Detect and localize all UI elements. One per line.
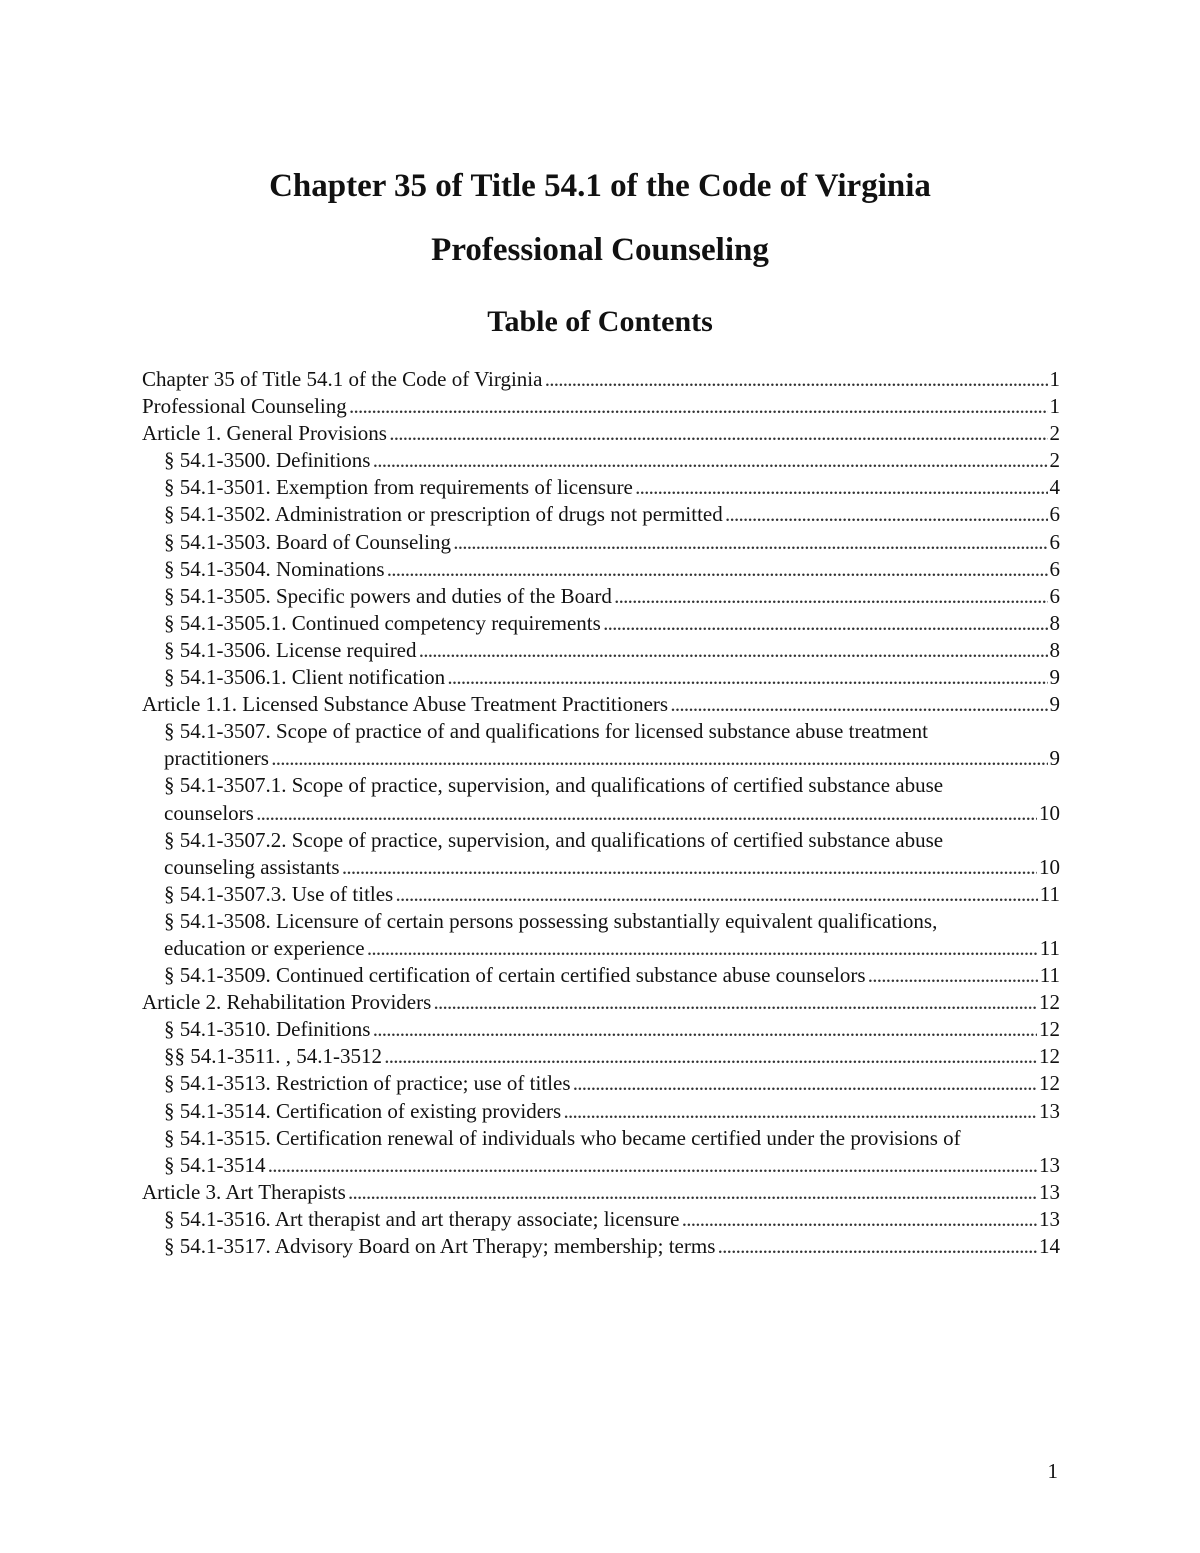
toc-entry[interactable]: § 54.1-3502. Administration or prescription of drugs not permitted . . . 6	[142, 501, 1060, 528]
toc-entry[interactable]: § 54.1-3508. Licensure of certain persons possessing substantially equivalent qualifications, education or experience . . . 11	[142, 908, 1060, 962]
toc-entry[interactable]: Article 3. Art Therapists . . . 13	[142, 1179, 1060, 1206]
toc-entry[interactable]: § 54.1-3507.1. Scope of practice, supervision, and qualifications of certified substance abuse counselors . . . 10	[142, 772, 1060, 826]
toc-entry[interactable]: Article 1. General Provisions . . . 2	[142, 420, 1060, 447]
toc-heading: Table of Contents	[487, 305, 713, 338]
document-subtitle: Professional Counseling	[431, 232, 769, 268]
toc-entry[interactable]: § 54.1-3507.2. Scope of practice, supervision, and qualifications of certified substance abuse counseling assistants . . . 10	[142, 827, 1060, 881]
table-of-contents	[142, 366, 1060, 1260]
toc-entry[interactable]: § 54.1-3503. Board of Counseling . . . 6	[142, 529, 1060, 556]
toc-entry[interactable]: § 54.1-3514. Certification of existing providers . . . 13	[142, 1098, 1060, 1125]
document-title: Chapter 35 of Title 54.1 of the Code of Virginia	[269, 168, 931, 204]
toc-entry[interactable]: Article 2. Rehabilitation Providers . . . 12	[142, 989, 1060, 1016]
toc-entry[interactable]: §§ 54.1-3511. , 54.1-3512 . . . 12	[142, 1043, 1060, 1070]
toc-entry[interactable]: Article 1.1. Licensed Substance Abuse Treatment Practitioners . . . 9	[142, 691, 1060, 718]
toc-entry[interactable]: § 54.1-3500. Definitions . . . 2	[142, 447, 1060, 474]
toc-entry[interactable]: § 54.1-3501. Exemption from requirements of licensure . . . 4	[142, 474, 1060, 501]
toc-entry[interactable]: Professional Counseling . . . 1	[142, 393, 1060, 420]
toc-entry[interactable]: Chapter 35 of Title 54.1 of the Code of Virginia . . . 1	[142, 366, 1060, 393]
toc-entry[interactable]: § 54.1-3513. Restriction of practice; use of titles . . . 12	[142, 1070, 1060, 1097]
toc-entry[interactable]: § 54.1-3504. Nominations . . . 6	[142, 556, 1060, 583]
toc-entry[interactable]: § 54.1-3509. Continued certification of certain certified substance abuse counselors . . . 11	[142, 962, 1060, 989]
toc-entry[interactable]: § 54.1-3510. Definitions . . . 12	[142, 1016, 1060, 1043]
toc-entry[interactable]: § 54.1-3516. Art therapist and art therapy associate; licensure . . . 13	[142, 1206, 1060, 1233]
toc-entry[interactable]: § 54.1-3507.3. Use of titles . . . 11	[142, 881, 1060, 908]
toc-entry[interactable]: § 54.1-3507. Scope of practice of and qualifications for licensed substance abuse treatment practitioners . . . 9	[142, 718, 1060, 772]
toc-entry[interactable]: § 54.1-3505. Specific powers and duties of the Board . . . 6	[142, 583, 1060, 610]
toc-entry[interactable]: § 54.1-3515. Certification renewal of individuals who became certified under the provisions of § 54.1-3514 . . . 13	[142, 1125, 1060, 1179]
toc-entry[interactable]: § 54.1-3506.1. Client notification . . . 9	[142, 664, 1060, 691]
page-number: 1	[1047, 1459, 1058, 1483]
toc-entry[interactable]: § 54.1-3505.1. Continued competency requirements . . . 8	[142, 610, 1060, 637]
toc-entry[interactable]: § 54.1-3517. Advisory Board on Art Therapy; membership; terms . . . 14	[142, 1233, 1060, 1260]
toc-entry[interactable]: § 54.1-3506. License required . . . 8	[142, 637, 1060, 664]
